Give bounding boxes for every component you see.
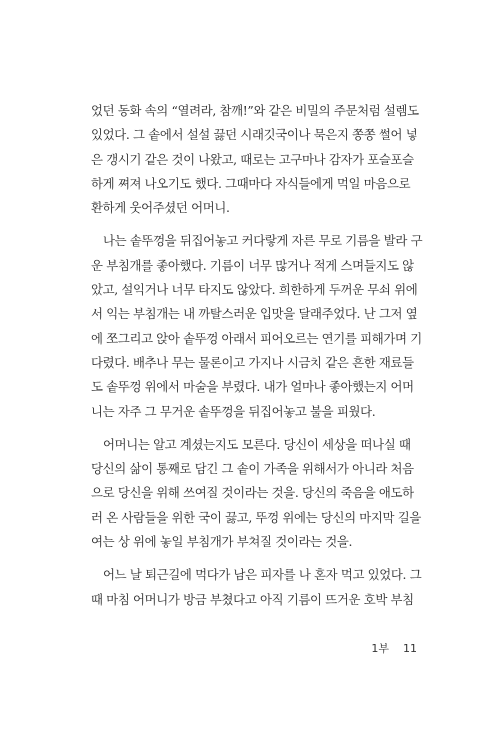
text-line: 어머니는 알고 계셨는지도 모른다. 당신이 세상을 떠나실 때: [103, 436, 411, 452]
paragraph-3: [91, 433, 447, 554]
text-line: 았고, 설익거나 너무 타지도 않았다. 희한하게 두꺼운 무쇠 위에: [91, 282, 418, 298]
text-line: 때 마침 어머니가 방금 부쳤다고 아직 기름이 뜨거운 호박 부침: [91, 591, 414, 607]
text-line: 에 쪼그리고 앉아 솥뚜껑 아래서 피어오르는 연기를 피해가며 기: [91, 330, 422, 346]
folio: [371, 640, 417, 656]
body-text: [91, 99, 447, 621]
text-line: 으로 당신을 위해 쓰여질 것이라는 것을. 당신의 죽음을 애도하: [91, 485, 414, 501]
text-line: 어느 날 퇴근길에 먹다가 남은 피자를 나 혼자 먹고 있었다. 그: [103, 567, 422, 583]
text-line: 러 온 사람들을 위한 국이 끓고, 뚜껑 위에는 당신의 마지막 길을: [91, 509, 421, 525]
text-line: 있었다. 그 솥에서 설설 끓던 시래깃국이나 묵은지 쫑쫑 썰어 넣: [91, 127, 418, 143]
text-line: 었던 동화 속의 “열려라, 참깨!”와 같은 비밀의 주문처럼 설렘도: [91, 103, 419, 118]
text-line: 운 부침개를 좋아했다. 기름이 너무 많거나 적게 스며들지도 않: [91, 257, 414, 273]
text-line: 환하게 웃어주셨던 어머니.: [91, 200, 230, 216]
paragraph-4: [91, 563, 447, 612]
text-line: 은 갱시기 같은 것이 나왔고, 때로는 고구마나 감자가 포슬포슬: [91, 151, 414, 167]
text-line: 니는 자주 그 무거운 솥뚜껑을 뒤집어놓고 불을 피웠다.: [91, 403, 376, 419]
text-line: 도 솥뚜껑 위에서 마술을 부렸다. 내가 얼마나 좋아했는지 어머: [91, 379, 414, 395]
text-line: 나는 솥뚜껑을 뒤집어놓고 커다랗게 자른 무로 기름을 발라 구: [103, 233, 423, 249]
text-line: 다렸다. 배추나 무는 물론이고 가지나 시금치 같은 흔한 재료들: [91, 354, 414, 370]
text-line: 여는 상 위에 놓일 부침개가 부쳐질 것이라는 것을.: [91, 534, 353, 550]
paragraph-2: [91, 229, 447, 423]
part-label: 1부: [371, 642, 389, 655]
text-line: 하게 쪄져 나오기도 했다. 그때마다 자식들에게 먹일 마음으로: [91, 175, 411, 191]
text-line: 당신의 삶이 통째로 담긴 그 솥이 가족을 위해서가 아니라 처음: [91, 461, 414, 477]
page-footer: [0, 640, 500, 660]
page-number: 11: [403, 642, 417, 655]
text-line: 서 익는 부침개는 내 까탈스러운 입맛을 달래주었다. 난 그저 옆: [91, 306, 418, 322]
paragraph-1: [91, 99, 447, 220]
